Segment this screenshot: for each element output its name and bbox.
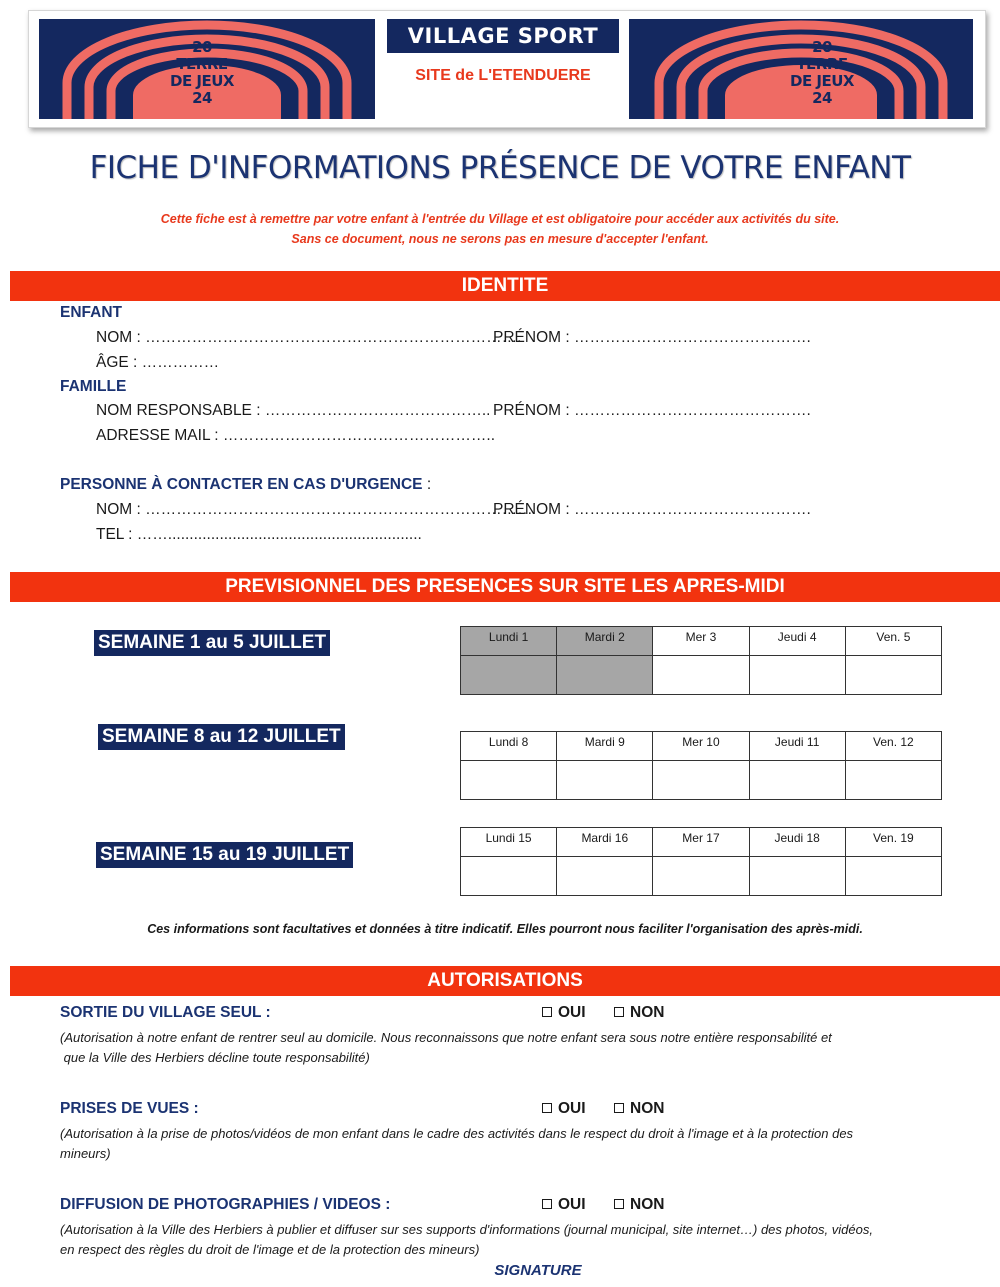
day-header: Lundi 15 [461,828,557,857]
day-header: Mer 17 [653,828,749,857]
checkbox-icon[interactable] [542,1007,552,1017]
enfant-heading: ENFANT [60,304,122,321]
urgence-heading-text: PERSONNE À CONTACTER EN CAS D'URGENCE [60,476,423,493]
auth-prises-oui[interactable] [542,1100,586,1118]
header-banner [28,10,986,128]
oui-label: OUI [558,1196,586,1213]
auth-sortie-title: SORTIE DU VILLAGE SEUL : [60,1004,271,1021]
week-3-label: SEMAINE 15 au 19 JUILLET [96,842,353,868]
day-header: Jeudi 11 [749,732,845,761]
non-label: NON [630,1196,665,1213]
day-header: Mer 3 [653,627,749,656]
famille-heading: FAMILLE [60,378,127,395]
desc-line: en respect des règles du droit de l'image et de la protection des mineurs) [60,1242,480,1257]
day-header: Ven. 19 [845,828,941,857]
day-header: Mardi 2 [557,627,653,656]
auth-prises-title: PRISES DE VUES : [60,1100,199,1117]
enfant-nom-field[interactable]: NOM : ………………………………………………………………. [96,329,522,346]
non-label: NON [630,1004,665,1021]
day-cell[interactable] [653,761,749,800]
day-cell-unavailable [461,656,557,695]
day-cell[interactable] [845,656,941,695]
day-header: Mardi 16 [557,828,653,857]
non-label: NON [630,1100,665,1117]
day-cell[interactable] [461,857,557,896]
auth-prises-desc [60,1124,940,1164]
day-cell[interactable] [749,857,845,896]
desc-line: (Autorisation à notre enfant de rentrer seul au domicile. Nous reconnaissons que notre enfant sera sous notre entière responsabilité et [60,1030,832,1045]
day-cell[interactable] [845,761,941,800]
oui-label: OUI [558,1004,586,1021]
desc-line: (Autorisation à la Ville des Herbiers à publier et diffuser sur ses supports d'informations (journal municipal, site internet…) des photos, vidéos, [60,1222,873,1237]
section-presences: PREVISIONNEL DES PRESENCES SUR SITE LES APRES-MIDI [10,572,1000,602]
urgence-prenom-field[interactable]: PRÉNOM : ………………………………………. [493,501,811,518]
urgence-heading-colon: : [422,476,432,493]
day-cell-unavailable [557,656,653,695]
week-2-table [460,731,942,800]
famille-prenom-field[interactable]: PRÉNOM : ………………………………………. [493,402,811,419]
intro-line-2: Sans ce document, nous ne serons pas en mesure d'accepter l'enfant. [291,232,709,246]
day-cell[interactable] [557,761,653,800]
terre-de-jeux-logo-right [629,19,973,119]
site-subtitle: SITE de L'ETENDUERE [415,67,591,84]
day-cell[interactable] [749,656,845,695]
famille-mail-field[interactable]: ADRESSE MAIL : …………………………………………….. [96,427,496,444]
desc-line: mineurs) [60,1146,111,1161]
checkbox-icon[interactable] [614,1103,624,1113]
day-header: Jeudi 4 [749,627,845,656]
day-header: Mardi 9 [557,732,653,761]
village-sport-title: VILLAGE SPORT [387,19,619,53]
auth-sortie-desc [60,1028,940,1068]
logo-text: 20 TERRE DE JEUX 24 [790,38,854,107]
checkbox-icon[interactable] [542,1199,552,1209]
presences-note: Ces informations sont facultatives et données à titre indicatif. Elles pourront nous faciliter l'organisation des après-midi. [147,922,863,936]
auth-diffusion-desc [60,1220,940,1260]
day-cell[interactable] [653,656,749,695]
day-cell[interactable] [653,857,749,896]
famille-nom-field[interactable]: NOM RESPONSABLE : …………………………………….. [96,402,491,419]
enfant-prenom-field[interactable]: PRÉNOM : ………………………………………. [493,329,811,346]
signature-label: SIGNATURE [494,1262,582,1279]
checkbox-icon[interactable] [542,1103,552,1113]
day-header: Mer 10 [653,732,749,761]
page-title: FICHE D'INFORMATIONS PRÉSENCE DE VOTRE ENFANT [89,150,911,186]
day-cell[interactable] [557,857,653,896]
day-cell[interactable] [749,761,845,800]
day-header: Lundi 1 [461,627,557,656]
week-2-label: SEMAINE 8 au 12 JUILLET [98,724,345,750]
checkbox-icon[interactable] [614,1199,624,1209]
auth-diffusion-oui[interactable] [542,1196,586,1214]
auth-diffusion-non[interactable] [614,1196,664,1214]
day-header: Ven. 12 [845,732,941,761]
day-header: Jeudi 18 [749,828,845,857]
urgence-tel-field[interactable]: TEL : ……........................................................... [96,526,422,543]
week-1-table [460,626,942,695]
week-1-label: SEMAINE 1 au 5 JUILLET [94,630,330,656]
logo-text: 20 TERRE DE JEUX 24 [170,38,234,107]
day-cell[interactable] [845,857,941,896]
oui-label: OUI [558,1100,586,1117]
auth-diffusion-title: DIFFUSION DE PHOTOGRAPHIES / VIDEOS : [60,1196,391,1213]
section-autorisations: AUTORISATIONS [10,966,1000,996]
desc-line: (Autorisation à la prise de photos/vidéos de mon enfant dans le cadre des activités dans le respect du droit à l'image et à la protection des [60,1126,854,1141]
intro-line-1: Cette fiche est à remettre par votre enfant à l'entrée du Village et est obligatoire pour accéder aux activités du site. [160,212,840,226]
desc-line: que la Ville des Herbiers décline toute responsabilité) [60,1050,370,1065]
day-cell[interactable] [461,761,557,800]
terre-de-jeux-logo-left [39,19,375,119]
enfant-age-field[interactable]: ÂGE : …………… [96,354,220,371]
day-header: Ven. 5 [845,627,941,656]
urgence-heading [60,476,431,494]
checkbox-icon[interactable] [614,1007,624,1017]
auth-sortie-non[interactable] [614,1004,664,1022]
urgence-nom-field[interactable]: NOM : ………………………………………………………………… [96,501,533,518]
week-3-table [460,827,942,896]
auth-sortie-oui[interactable] [542,1004,586,1022]
section-identite: IDENTITE [10,271,1000,301]
day-header: Lundi 8 [461,732,557,761]
auth-prises-non[interactable] [614,1100,664,1118]
